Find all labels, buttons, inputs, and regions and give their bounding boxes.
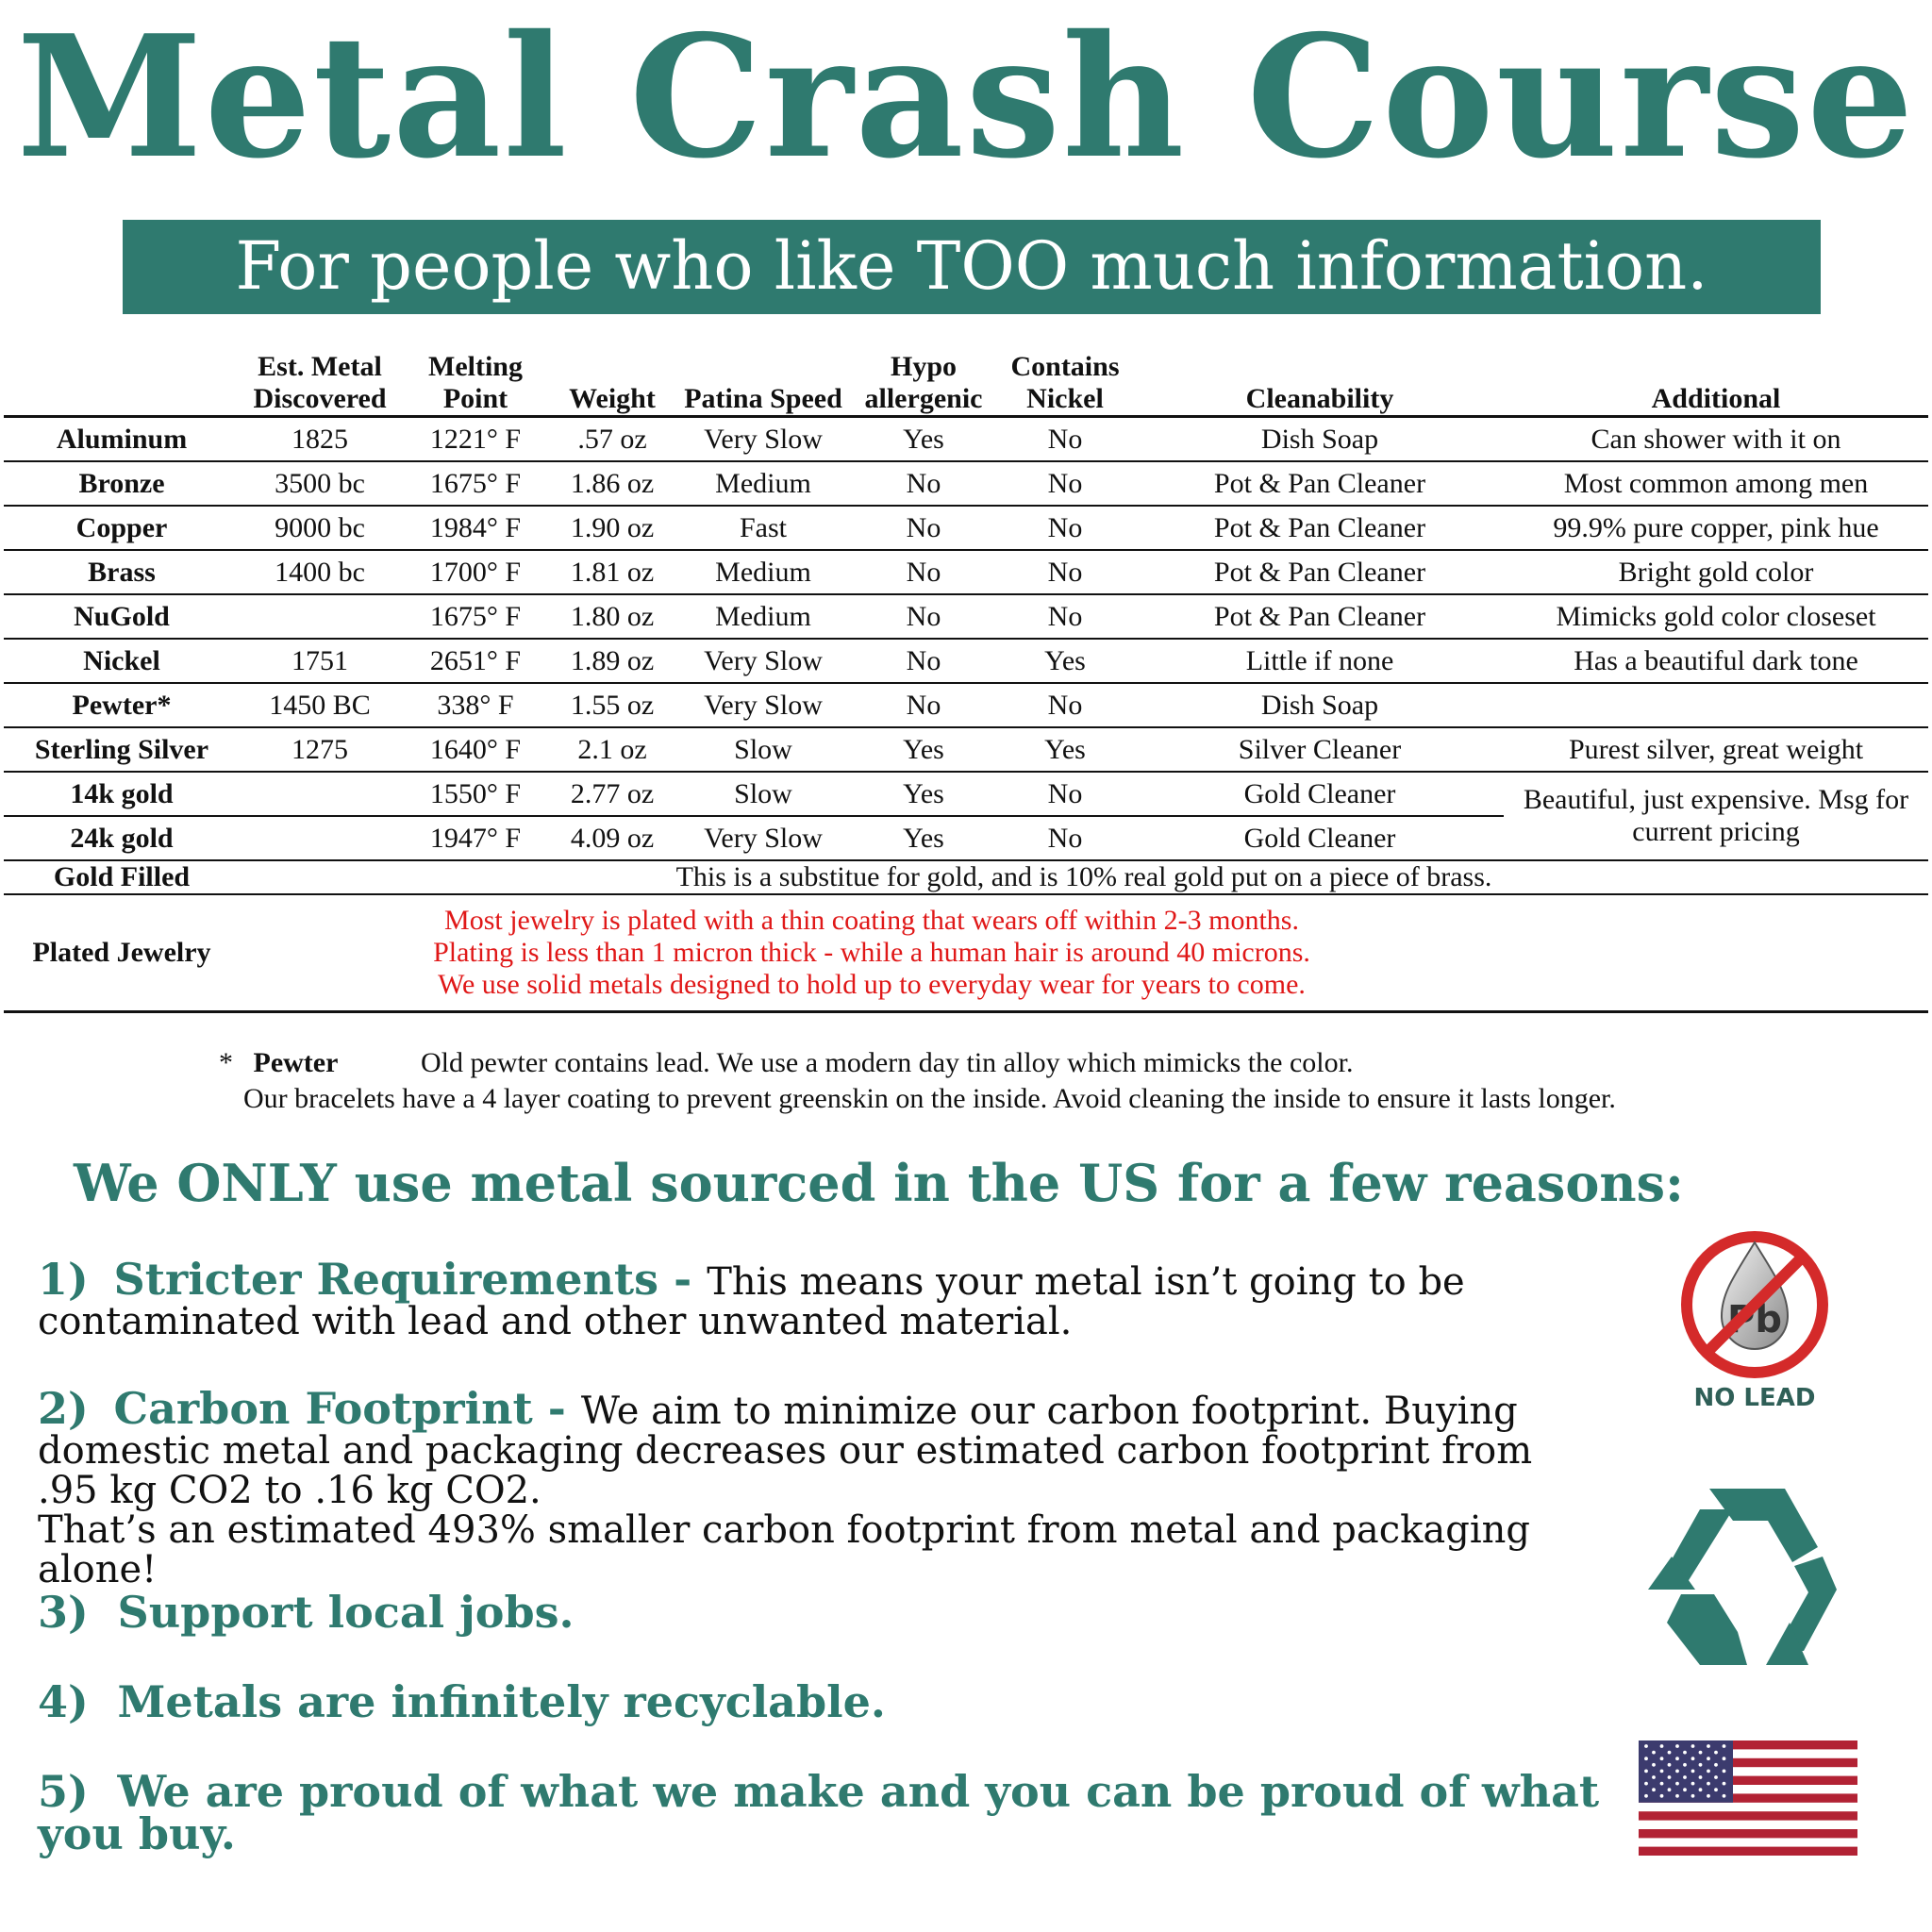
table-cell [240, 816, 400, 860]
flag-star [1668, 1788, 1672, 1791]
column-header-line1: Est. Metal [258, 351, 382, 382]
pewter-footnote [219, 1045, 1616, 1117]
flag-star [1683, 1763, 1687, 1767]
plated-warning-line: Most jewelry is plated with a thin coating that wears off within 2-3 months. [444, 905, 1299, 936]
table-cell: 1.80 oz [551, 594, 674, 639]
table-cell: 1.81 oz [551, 550, 674, 594]
column-header-line2: Nickel [1026, 383, 1104, 414]
flag-star [1699, 1751, 1703, 1755]
table-cell: No [994, 772, 1136, 816]
table-cell: 1825 [240, 417, 400, 462]
flag-star [1668, 1763, 1672, 1767]
flag-star [1668, 1751, 1672, 1755]
column-header-line1: Hypo [890, 351, 958, 382]
table-row [4, 860, 1928, 894]
table-cell: .57 oz [551, 417, 674, 462]
reason-heading: We are proud of what we make and you can be proud of what you buy. [38, 1766, 1600, 1859]
table-cell: 1751 [240, 639, 400, 683]
table-cell: No [853, 461, 994, 506]
column-header-line1 [677, 351, 849, 383]
flag-star [1699, 1775, 1703, 1779]
page-title: Metal Crash Course [16, 0, 1916, 195]
table-cell: 1221° F [400, 417, 551, 462]
table-cell: 338° F [400, 683, 551, 727]
flag-star [1691, 1757, 1695, 1760]
flag-star [1691, 1770, 1695, 1774]
reason-heading: Carbon Footprint - [113, 1383, 581, 1434]
flag-star [1675, 1770, 1679, 1774]
metal-name: Aluminum [4, 417, 240, 462]
column-header-line2: Weight [569, 383, 656, 414]
metal-name: Brass [4, 550, 240, 594]
flag-star [1699, 1788, 1703, 1791]
column-header-line1 [1507, 351, 1924, 383]
column-header [240, 351, 400, 417]
flag-star [1675, 1757, 1679, 1760]
flag-star [1675, 1782, 1679, 1786]
metal-name: Sterling Silver [4, 727, 240, 772]
footnote-label: Pewter [253, 1047, 339, 1078]
column-header-line1 [8, 383, 236, 415]
table-cell: Fast [674, 506, 853, 550]
gold-additional-note [1504, 772, 1928, 860]
flag-star [1714, 1788, 1718, 1791]
column-header [551, 351, 674, 417]
table-cell: No [853, 506, 994, 550]
table-cell: Mimicks gold color closeset [1504, 594, 1928, 639]
table-cell: 1550° F [400, 772, 551, 816]
plated-warning-line: We use solid metals designed to hold up to everyday wear for years to come. [438, 969, 1306, 1000]
no-lead-badge [1670, 1222, 1840, 1412]
flag-star [1660, 1782, 1664, 1786]
flag-star [1683, 1751, 1687, 1755]
table-cell [1504, 683, 1928, 727]
table-row [4, 417, 1928, 462]
table-cell: Yes [853, 772, 994, 816]
flag-star [1714, 1775, 1718, 1779]
reason-body: We aim to minimize our carbon footprint. Buying domestic metal and packaging decreases our estimated carbon footprint from .95 kg CO2 to .16 kg CO2. [38, 1390, 1533, 1512]
table-cell: No [994, 417, 1136, 462]
table-cell: No [853, 594, 994, 639]
table-row [4, 894, 1928, 1012]
plated-warning-line: Plating is less than 1 micron thick - while a human hair is around 40 microns. [433, 937, 1310, 968]
recycle-icon [1643, 1472, 1851, 1670]
metal-name: NuGold [4, 594, 240, 639]
reason-heading: Support local jobs. [117, 1587, 575, 1638]
reason-body: This means your metal isn’t going to be contaminated with lead and other unwanted material. [38, 1260, 1465, 1343]
reason-number: 4) [38, 1676, 89, 1727]
table-cell: No [994, 683, 1136, 727]
no-lead-icon [1670, 1222, 1840, 1382]
reason-heading: Stricter Requirements - [113, 1254, 708, 1305]
flag-star [1691, 1782, 1695, 1786]
metal-comparison-table [4, 351, 1928, 1013]
flag-star [1714, 1763, 1718, 1767]
flag-star [1707, 1770, 1710, 1774]
reason-item [38, 1587, 1566, 1638]
table-cell: No [994, 594, 1136, 639]
subtitle-banner: For people who like TOO much information. [123, 220, 1821, 314]
reason-number: 1) [38, 1254, 89, 1305]
table-cell: 1.90 oz [551, 506, 674, 550]
flag-star [1660, 1794, 1664, 1798]
table-row [4, 727, 1928, 772]
table-cell: Pot & Pan Cleaner [1136, 594, 1504, 639]
table-cell: 1640° F [400, 727, 551, 772]
flag-star [1707, 1782, 1710, 1786]
table-cell: 1675° F [400, 594, 551, 639]
column-header-line1 [555, 351, 670, 383]
column-header-line2: allergenic [864, 383, 983, 414]
reasons-heading: We ONLY use metal sourced in the US for a few reasons: [74, 1153, 1684, 1213]
flag-star [1652, 1763, 1656, 1767]
flag-star [1707, 1757, 1710, 1760]
reason-item [38, 1676, 1566, 1727]
table-row [4, 461, 1928, 506]
gold-filled-note: This is a substitue for gold, and is 10% real gold put on a piece of brass. [240, 860, 1928, 894]
table-row [4, 594, 1928, 639]
flag-star [1707, 1794, 1710, 1798]
table-cell: 2651° F [400, 639, 551, 683]
table-cell: Slow [674, 727, 853, 772]
table-cell: Yes [853, 727, 994, 772]
flag-star [1723, 1770, 1726, 1774]
table-cell: 1.89 oz [551, 639, 674, 683]
metal-name: Gold Filled [4, 860, 240, 894]
flag-star [1723, 1757, 1726, 1760]
table-cell: Medium [674, 594, 853, 639]
table-cell: Silver Cleaner [1136, 727, 1504, 772]
flag-star [1723, 1744, 1726, 1748]
table-cell: Bright gold color [1504, 550, 1928, 594]
table-row [4, 550, 1928, 594]
table-cell [240, 594, 400, 639]
flag-star [1652, 1788, 1656, 1791]
footnote-line1: Old pewter contains lead. We use a modern day tin alloy which mimicks the color. [421, 1047, 1354, 1078]
table-cell: 1675° F [400, 461, 551, 506]
table-cell: 2.77 oz [551, 772, 674, 816]
column-header-line1: Contains [1010, 351, 1120, 382]
table-cell: 2.1 oz [551, 727, 674, 772]
table-cell: 99.9% pure copper, pink hue [1504, 506, 1928, 550]
column-header-line1 [1140, 351, 1500, 383]
table-cell: Gold Cleaner [1136, 772, 1504, 816]
table-cell: Pot & Pan Cleaner [1136, 550, 1504, 594]
column-header [1136, 351, 1504, 417]
table-cell: 9000 bc [240, 506, 400, 550]
table-cell: Pot & Pan Cleaner [1136, 461, 1504, 506]
column-header-line2: Discovered [253, 383, 387, 414]
metal-name: Bronze [4, 461, 240, 506]
table-cell: 1700° F [400, 550, 551, 594]
column-header [4, 351, 240, 417]
metal-name: Nickel [4, 639, 240, 683]
table-cell: No [994, 506, 1136, 550]
reason-item [38, 1254, 1566, 1343]
flag-star [1644, 1770, 1648, 1774]
flag-star [1668, 1775, 1672, 1779]
table-cell: Has a beautiful dark tone [1504, 639, 1928, 683]
flag-star [1699, 1763, 1703, 1767]
column-header-line2: Point [442, 383, 508, 414]
no-lead-label: NO LEAD [1693, 1384, 1816, 1412]
table-cell: No [853, 550, 994, 594]
table-cell: Dish Soap [1136, 417, 1504, 462]
flag-star [1675, 1744, 1679, 1748]
column-header [400, 351, 551, 417]
table-cell: Very Slow [674, 816, 853, 860]
table-cell: Medium [674, 550, 853, 594]
table-cell: 1400 bc [240, 550, 400, 594]
metal-name: 24k gold [4, 816, 240, 860]
table-row [4, 639, 1928, 683]
table-cell: Yes [994, 639, 1136, 683]
column-header-line2: Cleanability [1245, 383, 1394, 414]
table-cell: Medium [674, 461, 853, 506]
table-cell: Very Slow [674, 417, 853, 462]
flag-star [1660, 1744, 1664, 1748]
column-header [674, 351, 853, 417]
flag-star [1723, 1794, 1726, 1798]
pb-symbol: Pb [1727, 1298, 1782, 1341]
table-cell: Yes [994, 727, 1136, 772]
metal-name: Plated Jewelry [4, 894, 240, 1012]
table-cell: Slow [674, 772, 853, 816]
note-line: current pricing [1632, 816, 1800, 847]
column-header-line1: Melting [428, 351, 523, 382]
flag-star [1683, 1775, 1687, 1779]
flag-star [1660, 1770, 1664, 1774]
table-cell: 1450 BC [240, 683, 400, 727]
table-cell: Yes [853, 816, 994, 860]
table-cell: Gold Cleaner [1136, 816, 1504, 860]
table-cell: Purest silver, great weight [1504, 727, 1928, 772]
footnote-line2: Our bracelets have a 4 layer coating to prevent greenskin on the inside. Avoid cleaning the inside to ensure it lasts longer. [243, 1083, 1616, 1114]
reason-heading: Metals are infinitely recyclable. [117, 1676, 886, 1727]
metal-name: Copper [4, 506, 240, 550]
table-row [4, 506, 1928, 550]
flag-star [1691, 1744, 1695, 1748]
table-cell: Most common among men [1504, 461, 1928, 506]
note-line: Beautiful, just expensive. Msg for [1523, 784, 1909, 815]
footnote-marker: * [219, 1047, 233, 1078]
reason-extra: That’s an estimated 493% smaller carbon footprint from metal and packaging alone! [38, 1508, 1530, 1591]
flag-star [1723, 1782, 1726, 1786]
table-cell: 1275 [240, 727, 400, 772]
table-cell: No [853, 639, 994, 683]
flag-star [1675, 1794, 1679, 1798]
table-row [4, 772, 1928, 816]
metal-name: 14k gold [4, 772, 240, 816]
table-cell: Pot & Pan Cleaner [1136, 506, 1504, 550]
table-cell: 1947° F [400, 816, 551, 860]
flag-star [1660, 1757, 1664, 1760]
flag-star [1691, 1794, 1695, 1798]
flag-star [1714, 1751, 1718, 1755]
table-cell [1504, 894, 1928, 1012]
flag-star [1644, 1744, 1648, 1748]
reason-number: 5) [38, 1766, 89, 1817]
table-cell: Little if none [1136, 639, 1504, 683]
table-cell: No [853, 683, 994, 727]
table-cell: Can shower with it on [1504, 417, 1928, 462]
reason-item [38, 1766, 1623, 1859]
reason-number: 3) [38, 1587, 89, 1638]
table-cell: Dish Soap [1136, 683, 1504, 727]
table-cell: No [994, 461, 1136, 506]
flag-star [1644, 1794, 1648, 1798]
column-header [994, 351, 1136, 417]
metal-name: Pewter* [4, 683, 240, 727]
table-cell: 4.09 oz [551, 816, 674, 860]
flag-star [1707, 1744, 1710, 1748]
flag-star [1652, 1751, 1656, 1755]
reason-item [38, 1383, 1566, 1591]
table-cell: No [994, 816, 1136, 860]
reason-number: 2) [38, 1383, 89, 1434]
table-cell: Very Slow [674, 683, 853, 727]
table-header-row [4, 351, 1928, 417]
table-cell: No [994, 550, 1136, 594]
column-header-line2: Additional [1651, 383, 1781, 414]
plated-warning [240, 894, 1504, 1012]
table-cell: 3500 bc [240, 461, 400, 506]
table-cell: 1984° F [400, 506, 551, 550]
flag-star [1683, 1788, 1687, 1791]
flag-star [1644, 1782, 1648, 1786]
column-header [853, 351, 994, 417]
flag-star [1652, 1775, 1656, 1779]
table-cell [240, 772, 400, 816]
us-flag-icon [1639, 1740, 1857, 1856]
table-cell: 1.86 oz [551, 461, 674, 506]
flag-star [1644, 1757, 1648, 1760]
column-header [1504, 351, 1928, 417]
table-cell: 1.55 oz [551, 683, 674, 727]
table-row [4, 683, 1928, 727]
column-header-line2: Patina Speed [684, 383, 842, 414]
table-cell: Yes [853, 417, 994, 462]
table-cell: Very Slow [674, 639, 853, 683]
